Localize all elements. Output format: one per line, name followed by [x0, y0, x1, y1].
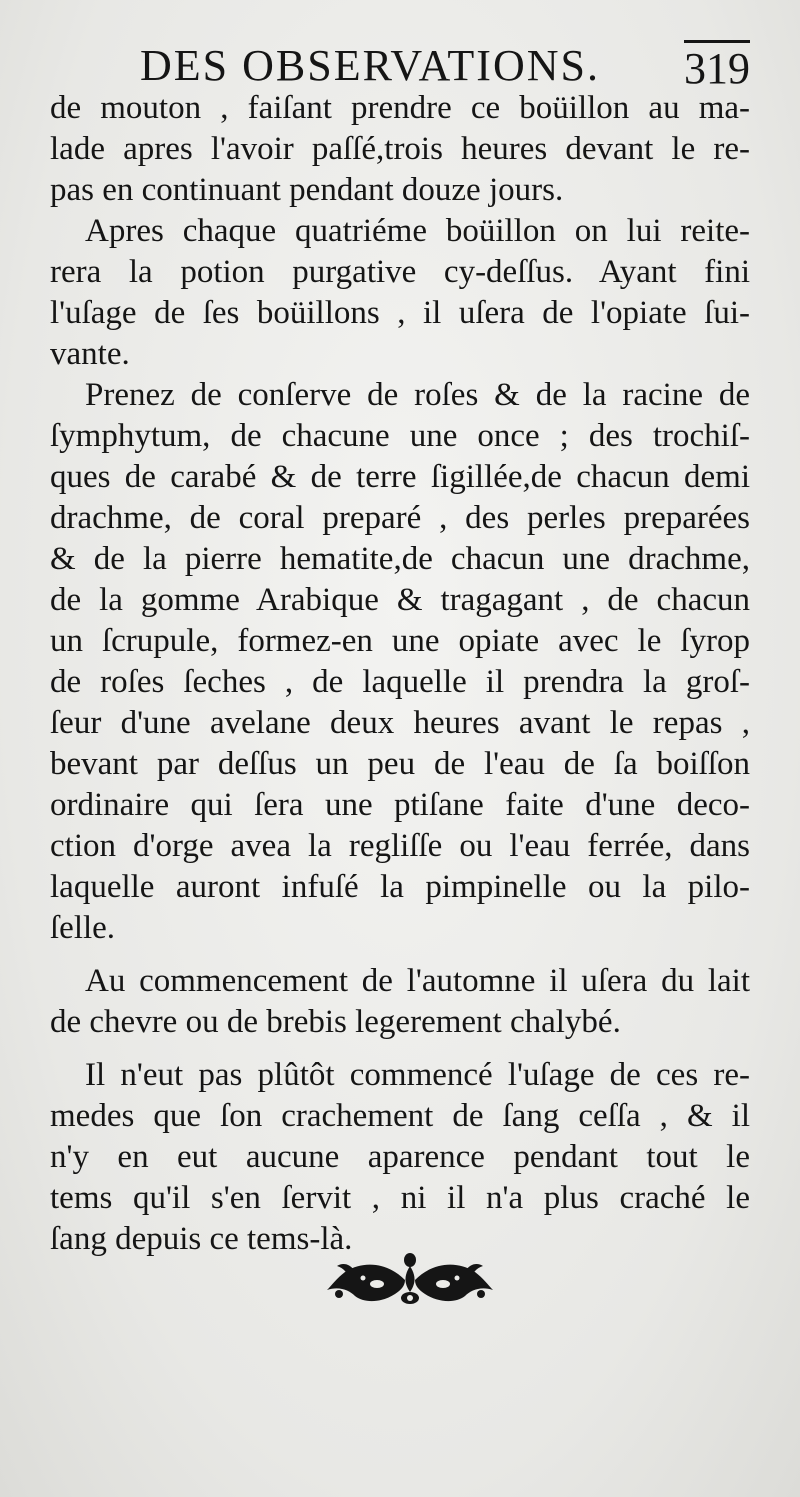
page-number: 319	[684, 40, 750, 91]
text-line: Apres chaque quatriéme boüillon on lui reite-	[85, 213, 750, 249]
text-line: un ſcrupule, formez-en une opiate avec le ſyrop	[50, 623, 750, 659]
text-line: l'uſage de ſes boüillons , il uſera de l'opiate ſui-	[50, 295, 750, 331]
text-line: vante.	[50, 336, 130, 372]
text-line: medes que ſon crachement de ſang ceſſa , & il	[50, 1098, 750, 1134]
text-line: ſang depuis ce tems-là.	[50, 1221, 353, 1257]
text-line: ques de carabé & de terre ſigillée,de chacun demi	[50, 459, 750, 495]
running-title: DES OBSERVATIONS.	[140, 41, 600, 90]
text-line: drachme, de coral preparé , des perles preparées	[50, 500, 750, 536]
text-line: tems qu'il s'en ſervit , ni il n'a plus craché le	[50, 1180, 750, 1216]
text-line: ordinaire qui ſera une ptiſane faite d'une deco-	[50, 787, 750, 823]
text-line: ction d'orge avea la regliſſe ou l'eau ferrée, dans	[50, 828, 750, 864]
text-line: lade apres l'avoir paſſé,trois heures devant le re-	[50, 131, 750, 167]
text-line: ſymphytum, de chacune une once ; des trochiſ-	[50, 418, 750, 454]
floral-tailpiece-icon	[325, 1250, 495, 1310]
text-line: bevant par deſſus un peu de l'eau de ſa boiſſon	[50, 746, 750, 782]
text-line: & de la pierre hematite,de chacun une drachme,	[50, 541, 750, 577]
text-line: n'y en eut aucune aparence pendant tout le	[50, 1139, 750, 1175]
text-line: rera la potion purgative cy-deſſus. Ayant fini	[50, 254, 750, 290]
body-text	[50, 88, 750, 1260]
text-line: de chevre ou de brebis legerement chalybé.	[50, 1004, 621, 1040]
text-line: Prenez de conſerve de roſes & de la racine de	[85, 377, 750, 413]
text-line: laquelle auront infuſé la pimpinelle ou la pilo-	[50, 869, 750, 905]
text-line: de la gomme Arabique & tragagant , de chacun	[50, 582, 750, 618]
text-line: ſeur d'une avelane deux heures avant le repas ,	[50, 705, 750, 741]
text-line: de mouton , faiſant prendre ce boüillon au ma-	[50, 90, 750, 126]
text-line: pas en continuant pendant douze jours.	[50, 172, 564, 208]
text-line: de roſes ſeches , de laquelle il prendra la groſ-	[50, 664, 750, 700]
text-line: Au commencement de l'automne il uſera du lait	[85, 963, 750, 999]
text-line: Il n'eut pas plûtôt commencé l'uſage de ces re-	[85, 1057, 750, 1093]
text-line: ſelle.	[50, 910, 116, 946]
